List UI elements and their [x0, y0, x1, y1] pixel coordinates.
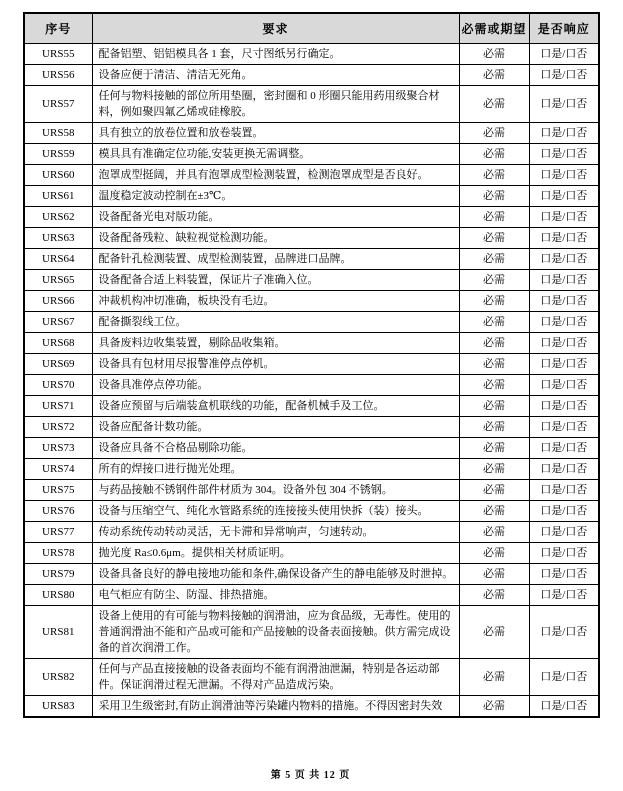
row-id-cell: URS60: [24, 165, 92, 186]
table-row: [24, 65, 599, 86]
row-necessity-cell: 必需: [459, 270, 529, 291]
table-row: [24, 270, 599, 291]
row-response-cell: 口是/口否: [529, 543, 599, 564]
row-id-cell: URS65: [24, 270, 92, 291]
row-necessity-cell: 必需: [459, 585, 529, 606]
row-requirement-cell: 设备具备良好的静电接地功能和条件,确保设备产生的静电能够及时泄掉。: [92, 564, 459, 585]
row-response-cell: 口是/口否: [529, 501, 599, 522]
table-row: [24, 659, 599, 696]
row-requirement-cell: 泡罩成型挺阔，并具有泡罩成型检测装置，检测泡罩成型是否良好。: [92, 165, 459, 186]
row-response-cell: 口是/口否: [529, 522, 599, 543]
table-row: [24, 228, 599, 249]
row-response-cell: 口是/口否: [529, 606, 599, 659]
row-requirement-cell: 设备具有包材用尽报警准停点停机。: [92, 354, 459, 375]
row-necessity-cell: 必需: [459, 165, 529, 186]
row-response-cell: 口是/口否: [529, 375, 599, 396]
row-response-cell: 口是/口否: [529, 438, 599, 459]
row-id-cell: URS55: [24, 44, 92, 65]
row-response-cell: 口是/口否: [529, 123, 599, 144]
row-requirement-cell: 任何与产品直接接触的设备表面均不能有润滑油泄漏，特别是各运动部件。保证润滑过程无泄漏。不得对产品造成污染。: [92, 659, 459, 696]
row-response-cell: 口是/口否: [529, 312, 599, 333]
table-row: [24, 438, 599, 459]
row-requirement-cell: 具备废料边收集装置，剔除品收集箱。: [92, 333, 459, 354]
table-row: [24, 480, 599, 501]
table-row: [24, 375, 599, 396]
row-id-cell: URS75: [24, 480, 92, 501]
row-necessity-cell: 必需: [459, 438, 529, 459]
row-requirement-cell: 传动系统传动转动灵活，无卡滞和异常响声，匀速转动。: [92, 522, 459, 543]
row-response-cell: 口是/口否: [529, 249, 599, 270]
row-id-cell: URS66: [24, 291, 92, 312]
table-row: [24, 354, 599, 375]
row-requirement-cell: 设备应便于清洁、清洁无死角。: [92, 65, 459, 86]
row-response-cell: 口是/口否: [529, 564, 599, 585]
row-response-cell: 口是/口否: [529, 207, 599, 228]
table-row: [24, 207, 599, 228]
row-requirement-cell: 所有的焊接口进行抛光处理。: [92, 459, 459, 480]
requirements-table-body: [24, 44, 599, 718]
row-necessity-cell: 必需: [459, 228, 529, 249]
row-id-cell: URS70: [24, 375, 92, 396]
header-row: [24, 13, 599, 44]
row-response-cell: 口是/口否: [529, 165, 599, 186]
row-response-cell: 口是/口否: [529, 459, 599, 480]
row-necessity-cell: 必需: [459, 501, 529, 522]
table-row: [24, 543, 599, 564]
row-id-cell: URS82: [24, 659, 92, 696]
row-id-cell: URS69: [24, 354, 92, 375]
header-cell-response: 是否响应: [529, 13, 599, 44]
row-necessity-cell: 必需: [459, 375, 529, 396]
row-necessity-cell: 必需: [459, 659, 529, 696]
header-cell-serial-number: 序号: [24, 13, 92, 44]
row-requirement-cell: 配备撕裂线工位。: [92, 312, 459, 333]
row-id-cell: URS76: [24, 501, 92, 522]
row-requirement-cell: 设备与压缩空气、纯化水管路系统的连接接头使用快拆（装）接头。: [92, 501, 459, 522]
row-necessity-cell: 必需: [459, 606, 529, 659]
requirements-table-header: [24, 13, 599, 44]
table-row: [24, 333, 599, 354]
table-row: [24, 522, 599, 543]
row-necessity-cell: 必需: [459, 144, 529, 165]
row-requirement-cell: 设备应配备计数功能。: [92, 417, 459, 438]
row-response-cell: 口是/口否: [529, 354, 599, 375]
row-requirement-cell: 采用卫生级密封,有防止润滑油等污染罐内物料的措施。不得因密封失效: [92, 696, 459, 718]
table-row: [24, 396, 599, 417]
table-row: [24, 696, 599, 718]
row-id-cell: URS74: [24, 459, 92, 480]
row-id-cell: URS72: [24, 417, 92, 438]
row-id-cell: URS83: [24, 696, 92, 718]
row-response-cell: 口是/口否: [529, 659, 599, 696]
row-id-cell: URS61: [24, 186, 92, 207]
row-response-cell: 口是/口否: [529, 333, 599, 354]
row-necessity-cell: 必需: [459, 459, 529, 480]
table-row: [24, 86, 599, 123]
row-response-cell: 口是/口否: [529, 396, 599, 417]
table-row: [24, 501, 599, 522]
header-cell-necessity: 必需或期望: [459, 13, 529, 44]
row-requirement-cell: 设备配备光电对版功能。: [92, 207, 459, 228]
row-necessity-cell: 必需: [459, 44, 529, 65]
row-id-cell: URS78: [24, 543, 92, 564]
row-requirement-cell: 与药品接触不锈钢件部件材质为 304。设备外包 304 不锈钢。: [92, 480, 459, 501]
row-response-cell: 口是/口否: [529, 186, 599, 207]
row-response-cell: 口是/口否: [529, 696, 599, 718]
row-response-cell: 口是/口否: [529, 86, 599, 123]
row-id-cell: URS79: [24, 564, 92, 585]
row-necessity-cell: 必需: [459, 312, 529, 333]
row-necessity-cell: 必需: [459, 333, 529, 354]
row-response-cell: 口是/口否: [529, 291, 599, 312]
row-response-cell: 口是/口否: [529, 65, 599, 86]
row-id-cell: URS64: [24, 249, 92, 270]
row-response-cell: 口是/口否: [529, 480, 599, 501]
row-requirement-cell: 设备应预留与后端装盒机联线的功能，配备机械手及工位。: [92, 396, 459, 417]
row-necessity-cell: 必需: [459, 480, 529, 501]
table-row: [24, 564, 599, 585]
row-necessity-cell: 必需: [459, 354, 529, 375]
row-requirement-cell: 温度稳定波动控制在±3℃。: [92, 186, 459, 207]
row-necessity-cell: 必需: [459, 123, 529, 144]
row-requirement-cell: 设备具准停点停功能。: [92, 375, 459, 396]
row-response-cell: 口是/口否: [529, 270, 599, 291]
table-row: [24, 249, 599, 270]
row-necessity-cell: 必需: [459, 86, 529, 123]
table-row: [24, 186, 599, 207]
row-necessity-cell: 必需: [459, 186, 529, 207]
row-id-cell: URS73: [24, 438, 92, 459]
row-requirement-cell: 具有独立的放卷位置和放卷装置。: [92, 123, 459, 144]
row-response-cell: 口是/口否: [529, 228, 599, 249]
row-necessity-cell: 必需: [459, 291, 529, 312]
row-requirement-cell: 冲裁机构冲切准确，板块没有毛边。: [92, 291, 459, 312]
row-requirement-cell: 电气柜应有防尘、防湿、排热措施。: [92, 585, 459, 606]
table-row: [24, 312, 599, 333]
row-id-cell: URS62: [24, 207, 92, 228]
table-row: [24, 144, 599, 165]
row-id-cell: URS81: [24, 606, 92, 659]
table-row: [24, 165, 599, 186]
table-row: [24, 291, 599, 312]
row-id-cell: URS71: [24, 396, 92, 417]
row-response-cell: 口是/口否: [529, 144, 599, 165]
row-necessity-cell: 必需: [459, 396, 529, 417]
row-id-cell: URS68: [24, 333, 92, 354]
row-necessity-cell: 必需: [459, 65, 529, 86]
row-necessity-cell: 必需: [459, 249, 529, 270]
table-row: [24, 123, 599, 144]
row-id-cell: URS80: [24, 585, 92, 606]
row-id-cell: URS59: [24, 144, 92, 165]
row-necessity-cell: 必需: [459, 522, 529, 543]
table-row: [24, 606, 599, 659]
row-requirement-cell: 任何与物料接触的部位所用垫圈，密封圈和 0 形圈只能用药用级聚合材料，例如聚四氟乙烯或硅橡胶。: [92, 86, 459, 123]
row-id-cell: URS57: [24, 86, 92, 123]
row-requirement-cell: 设备配备残粒、缺粒视觉检测功能。: [92, 228, 459, 249]
row-id-cell: URS58: [24, 123, 92, 144]
row-requirement-cell: 配备铝塑、铝铝模具各 1 套，尺寸图纸另行确定。: [92, 44, 459, 65]
row-necessity-cell: 必需: [459, 696, 529, 718]
table-row: [24, 585, 599, 606]
row-requirement-cell: 设备上使用的有可能与物料接触的润滑油，应为食品级，无毒性。使用的普通润滑油不能和产品或可能和产品接触的设备表面接触。供方需完成设备的首次润滑工作。: [92, 606, 459, 659]
row-requirement-cell: 配备针孔检测装置、成型检测装置，品牌进口品牌。: [92, 249, 459, 270]
header-cell-requirement: 要求: [92, 13, 459, 44]
row-necessity-cell: 必需: [459, 207, 529, 228]
row-necessity-cell: 必需: [459, 564, 529, 585]
table-row: [24, 44, 599, 65]
table-row: [24, 459, 599, 480]
requirements-table: [23, 12, 600, 718]
row-requirement-cell: 设备应具备不合格品剔除功能。: [92, 438, 459, 459]
table-row: [24, 417, 599, 438]
row-necessity-cell: 必需: [459, 543, 529, 564]
row-necessity-cell: 必需: [459, 417, 529, 438]
row-id-cell: URS63: [24, 228, 92, 249]
row-requirement-cell: 抛光度 Ra≤0.6μm。提供相关材质证明。: [92, 543, 459, 564]
row-id-cell: URS67: [24, 312, 92, 333]
row-requirement-cell: 设备配备合适上料装置，保证片子准确入位。: [92, 270, 459, 291]
row-response-cell: 口是/口否: [529, 44, 599, 65]
row-id-cell: URS56: [24, 65, 92, 86]
row-response-cell: 口是/口否: [529, 585, 599, 606]
row-response-cell: 口是/口否: [529, 417, 599, 438]
row-id-cell: URS77: [24, 522, 92, 543]
row-requirement-cell: 模具具有准确定位功能,安装更换无需调整。: [92, 144, 459, 165]
page-indicator: 第 5 页 共 12 页: [270, 770, 351, 781]
